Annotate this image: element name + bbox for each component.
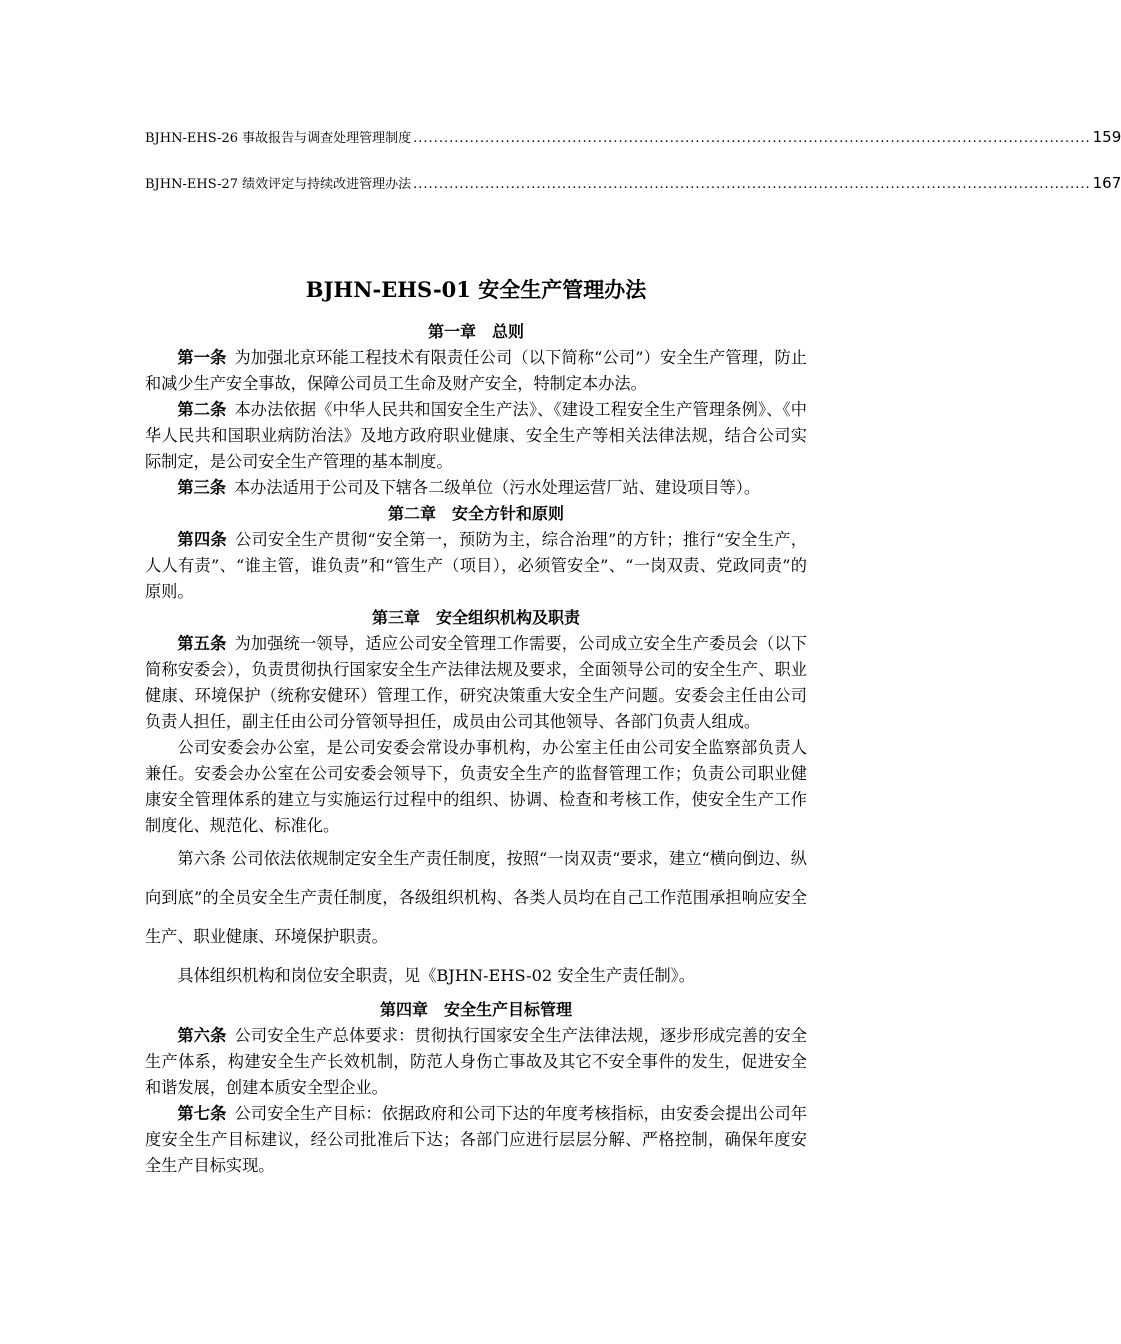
article-text: 公司安全生产目标：依据政府和公司下达的年度考核指标，由安委会提出公司年度安全生产目标建议，经公司批准后下达；各部门应进行层层分解、严格控制，确保年度安全生产目标实现。 [145, 1104, 808, 1175]
article-text: 为加强北京环能工程技术有限责任公司（以下简称“公司”）安全生产管理，防止和减少生产安全事故，保障公司员工生命及财产安全，特制定本办法。 [145, 348, 807, 393]
article-label: 第三条 [177, 478, 226, 497]
article-paragraph [145, 631, 807, 735]
article-paragraph: 具体组织机构和岗位安全职责，见《BJHN-EHS-02 安全生产责任制》。 [177, 966, 695, 985]
toc-entry-title: BJHN-EHS-27 绩效评定与持续改进管理办法 [145, 177, 412, 192]
article-paragraph [145, 475, 807, 501]
chapter-heading: 第四章 安全生产目标管理 [379, 1000, 572, 1019]
article-paragraph [145, 397, 807, 475]
chapter-heading: 第一章 总则 [427, 322, 524, 341]
article-text: 本办法适用于公司及下辖各二级单位（污水处理运营厂站、建设项目等）。 [233, 478, 761, 497]
toc-leader-dots: .................................................................................................................................... [413, 131, 1091, 146]
article-paragraph [145, 1101, 807, 1179]
document-title: BJHN-EHS-01 安全生产管理办法 [305, 277, 647, 302]
article-paragraph: 第六条 公司依法依规制定安全生产责任制度，按照“一岗双责“要求，建立“横向倒边、纵向到底”的全员安全生产责任制度，各级组织机构、各类人员均在自己工作范围承担响应安全生产、职业健康、环境保护职责。 [145, 849, 807, 946]
article-label: 第七条 [177, 1104, 227, 1123]
article-text: 公司安全生产贯彻“安全第一，预防为主，综合治理”的方针；推行“安全生产，人人有责”、“谁主管，谁负责”和“管生产（项目），必须管安全”、“一岗双责、党政同责”的原则。 [145, 530, 807, 601]
article-paragraph [145, 345, 807, 397]
article-label: 第一条 [177, 348, 227, 367]
toc-entry-page: 159 [1092, 128, 1121, 146]
article-label: 第五条 [177, 634, 227, 653]
toc-leader-dots: .................................................................................................................................... [413, 177, 1091, 192]
article-paragraph [145, 527, 807, 605]
article-label: 第二条 [177, 400, 227, 419]
toc-entry-title: BJHN-EHS-26 事故报告与调查处理管理制度 [145, 131, 412, 146]
chapter-heading: 第三章 安全组织机构及职责 [371, 608, 580, 627]
toc-entry[interactable] [145, 170, 1121, 192]
chapter-heading: 第二章 安全方针和原则 [387, 504, 564, 523]
article-label: 第六条 [177, 1026, 227, 1045]
article-text: 本办法依据《中华人民共和国安全生产法》、《建设工程安全生产管理条例》、《中华人民共和国职业病防治法》及地方政府职业健康、安全生产等相关法律法规，结合公司实际制定，是公司安全生产管理的基本制度。 [145, 400, 807, 471]
article-paragraph: 公司安委会办公室，是公司安委会常设办事机构，办公室主任由公司安全监察部负责人兼任。安委会办公室在公司安委会领导下，负责安全生产的监督管理工作；负责公司职业健康安全管理体系的建立与实施运行过程中的组织、协调、检查和考核工作，使安全生产工作制度化、规范化、标准化。 [145, 738, 807, 835]
article-label: 第四条 [177, 530, 228, 549]
toc-entry-page: 167 [1092, 174, 1121, 192]
article-paragraph [145, 1023, 807, 1101]
article-text: 公司安全生产总体要求：贯彻执行国家安全生产法律法规，逐步形成完善的安全生产体系，构建安全生产长效机制，防范人身伤亡事故及其它不安全事件的发生，促进安全和谐发展，创建本质安全型企业。 [145, 1026, 808, 1097]
toc-entry[interactable] [145, 124, 1121, 146]
article-text: 为加强统一领导，适应公司安全管理工作需要，公司成立安全生产委员会（以下简称安委会），负责贯彻执行国家安全生产法律法规及要求，全面领导公司的安全生产、职业健康、环境保护（统称安健环）管理工作，研究决策重大安全生产问题。安委会主任由公司负责人担任，副主任由公司分管领导担任，成员由公司其他领导、各部门负责人组成。 [145, 634, 808, 731]
document-body [145, 275, 807, 1179]
